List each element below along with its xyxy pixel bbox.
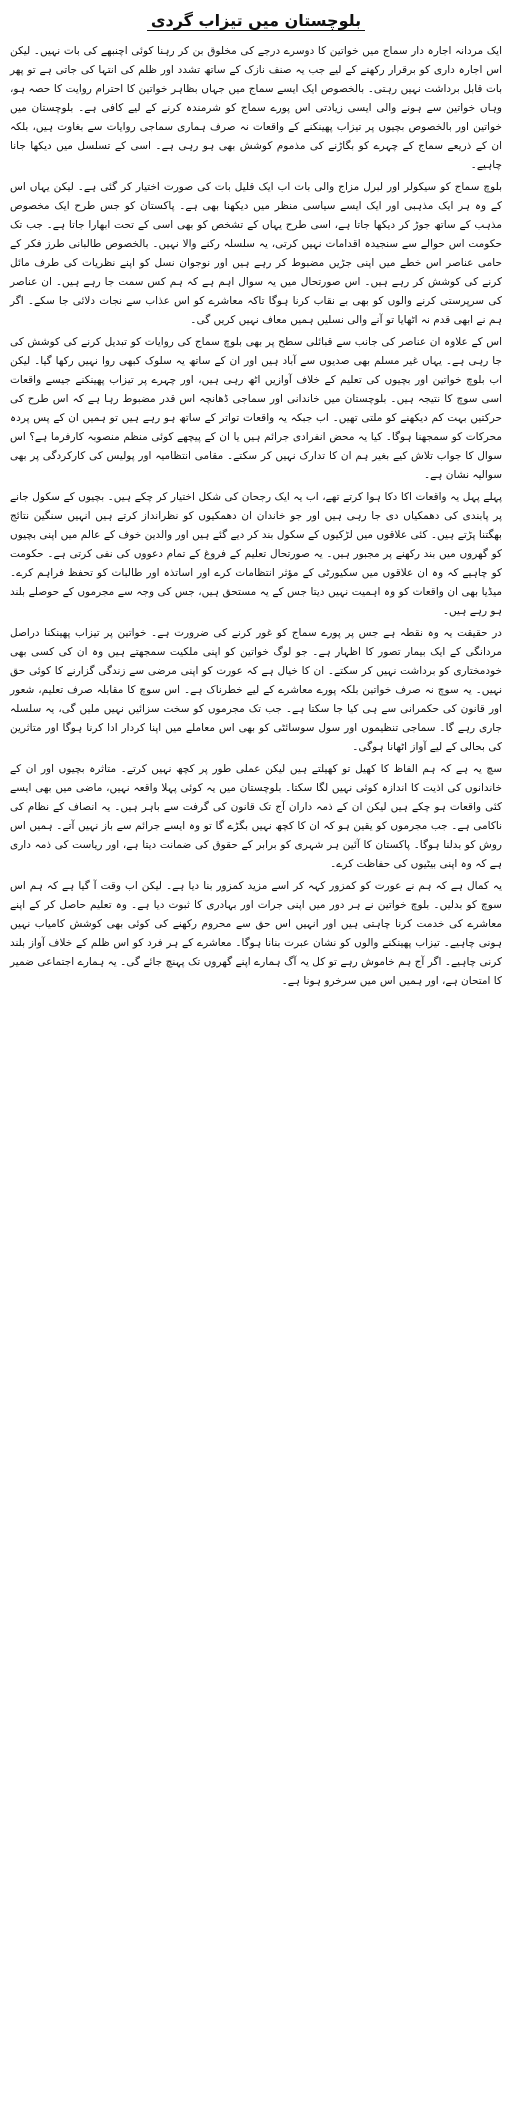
article-paragraph: ایک مردانہ اجارہ دار سماج میں خواتین کا دوسرے درجے کی مخلوق بن کر رہنا کوئی اچنبھے کی بات نہیں۔ لیکن اس اجارہ داری کو برقرار رکھنے کے لیے جب یہ صنف نازک کے ساتھ تشدد اور ظلم کی انتہا کی جاتی ہے تو پھر بات قابل برداشت نہیں رہتی۔ بالخصوص ایک ایسے سماج میں جہاں بظاہر خواتین کا احترام روایت کا حصہ ہو، وہاں خواتین سے ہونے والی ایسی زیادتی اس پورے سماج کو شرمندہ کرنے کے لیے کافی ہے۔ بلوچستان میں خواتین اور بالخصوص بچیوں پر تیزاب پھینکنے کے واقعات نہ صرف ہماری سماجی روایات سے بغاوت ہیں، بلکہ ان کے ذریعے سماج کے چہرے کو بگاڑنے کی مذموم کوشش بھی ہو رہی ہے۔ اسی کے تسلسل میں دیکھا جانا چاہیے۔ xyxy=(10,45,502,171)
article-title-text: بلوچستان میں تیزاب گردی xyxy=(147,11,365,31)
article-body xyxy=(10,42,502,991)
article-paragraph: سچ یہ ہے کہ ہم الفاظ کا کھیل تو کھیلتے ہیں لیکن عملی طور پر کچھ نہیں کرتے۔ متاثرہ بچیوں اور ان کے خاندانوں کی اذیت کا اندازہ کوئی نہیں لگا سکتا۔ بلوچستان میں یہ کوئی پہلا واقعہ نہیں، ماضی میں بھی ایسے کئی واقعات ہو چکے ہیں لیکن ان کے ذمہ داران آج تک قانون کی گرفت سے باہر ہیں۔ یہ انصاف کے نظام کی ناکامی ہے۔ جب مجرموں کو یقین ہو کہ ان کا کچھ نہیں بگڑے گا تو وہ ایسے جرائم سے باز نہیں آتے۔ ہمیں اس روش کو بدلنا ہوگا۔ پاکستان کا آئین ہر شہری کو برابر کے حقوق کی ضمانت دیتا ہے، اور ریاست کی ذمہ داری ہے کہ وہ اپنی بیٹیوں کی حفاظت کرے۔ xyxy=(10,763,502,870)
article-paragraph: پہلے پہل یہ واقعات اکا دکا ہوا کرتے تھے، اب یہ ایک رجحان کی شکل اختیار کر چکے ہیں۔ بچیوں کے سکول جانے پر پابندی کی دھمکیاں دی جا رہی ہیں اور جو خاندان ان دھمکیوں کو نظرانداز کرتے ہیں انہیں سنگین نتائج بھگتنا پڑتے ہیں۔ کئی علاقوں میں لڑکیوں کے سکول بند کر دیے گئے ہیں اور والدین خوف کے عالم میں اپنی بچیوں کو گھروں میں بند رکھنے پر مجبور ہیں۔ یہ صورتحال تعلیم کے فروغ کے تمام دعووں کی نفی کرتی ہے۔ حکومت کو چاہیے کہ وہ ان علاقوں میں سکیورٹی کے مؤثر انتظامات کرے اور اساتذہ اور طالبات کو تحفظ فراہم کرے۔ میڈیا بھی ان واقعات کو وہ اہمیت نہیں دیتا جس کے یہ مستحق ہیں، جس کی وجہ سے مجرموں کے حوصلے بلند ہو رہے ہیں۔ xyxy=(10,491,502,617)
article-paragraph: یہ کمال ہے کہ ہم نے عورت کو کمزور کہہ کر اسے مزید کمزور بنا دیا ہے۔ لیکن اب وقت آ گیا ہے کہ ہم اس سوچ کو بدلیں۔ بلوچ خواتین نے ہر دور میں اپنی جرات اور بہادری کا ثبوت دیا ہے۔ وہ تعلیم حاصل کر کے اپنے معاشرے کی خدمت کرنا چاہتی ہیں اور انہیں اس حق سے محروم رکھنے کی کوئی بھی کوشش کامیاب نہیں ہونی چاہیے۔ تیزاب پھینکنے والوں کو نشان عبرت بنانا ہوگا۔ معاشرے کے ہر فرد کو اس ظلم کے خلاف آواز بلند کرنی چاہیے۔ اگر آج ہم خاموش رہے تو کل یہ آگ ہمارے اپنے گھروں تک پہنچ جائے گی۔ یہ ہمارے اجتماعی ضمیر کا امتحان ہے، اور ہمیں اس میں سرخرو ہونا ہے۔ xyxy=(10,880,502,987)
article-title xyxy=(10,8,502,34)
article-paragraph: اس کے علاوہ ان عناصر کی جانب سے قبائلی سطح پر بھی بلوچ سماج کی روایات کو تبدیل کرنے کی کوشش کی جا رہی ہے۔ یہاں غیر مسلم بھی صدیوں سے آباد ہیں اور ان کے ساتھ یہ سلوک کبھی روا نہیں رکھا گیا۔ لیکن اب بلوچ خواتین اور بچیوں کی تعلیم کے خلاف آوازیں اٹھ رہی ہیں، اور چہرے پر تیزاب پھینکنے جیسے واقعات اسی سوچ کا نتیجہ ہیں۔ بلوچستان میں خاندانی اور سماجی ڈھانچہ اس قدر مضبوط رہا ہے کہ اس طرح کی حرکتیں بہت کم دیکھنے کو ملتی تھیں۔ اب جبکہ یہ واقعات تواتر کے ساتھ ہو رہے ہیں تو ہمیں ان کے پس پردہ محرکات کو سمجھنا ہوگا۔ کیا یہ محض انفرادی جرائم ہیں یا ان کے پیچھے کوئی منظم منصوبہ کارفرما ہے؟ اس سوال کا جواب تلاش کیے بغیر ہم ان کا تدارک نہیں کر سکتے۔ مقامی انتظامیہ اور پولیس کی کارکردگی پر بھی سوالیہ نشان ہے۔ xyxy=(10,336,502,481)
article-paragraph: در حقیقت یہ وہ نقطہ ہے جس پر پورے سماج کو غور کرنے کی ضرورت ہے۔ خواتین پر تیزاب پھینکنا دراصل مردانگی کے ایک بیمار تصور کا اظہار ہے۔ جو لوگ خواتین کو اپنی ملکیت سمجھتے ہیں وہ ان کی کسی بھی خودمختاری کو برداشت نہیں کر سکتے۔ ان کا خیال ہے کہ عورت کو اپنی مرضی سے زندگی گزارنے کا کوئی حق نہیں۔ یہ سوچ نہ صرف خواتین بلکہ پورے معاشرے کے لیے خطرناک ہے۔ اس سوچ کا مقابلہ صرف تعلیم، شعور اور قانون کی حکمرانی سے ہی کیا جا سکتا ہے۔ جب تک مجرموں کو سخت سزائیں نہیں ملیں گی، یہ سلسلہ جاری رہے گا۔ سماجی تنظیموں اور سول سوسائٹی کو بھی اس معاملے میں اپنا کردار ادا کرنا ہوگا اور متاثرین کی بحالی کے لیے آواز اٹھانا ہوگی۔ xyxy=(10,627,502,753)
article-paragraph: بلوچ سماج کو سیکولر اور لبرل مزاج والی بات اب ایک قلیل بات کی صورت اختیار کر گئی ہے۔ لیکن یہاں اس کے وہ ہر ایک مذہبی اور ایک ایسے سیاسی منظر میں دیکھنا بھی ہے۔ پاکستان کو جس طرح ایک مخصوص مذہب کے ساتھ جوڑ کر دیکھا جاتا ہے، اسی طرح یہاں کے تشخص کو بھی اسی کے تحت ابھارا جاتا ہے۔ جب تک حکومت اس حوالے سے سنجیدہ اقدامات نہیں کرتی، یہ سلسلہ رکنے والا نہیں۔ بالخصوص طالبانی طرز فکر کے حامی عناصر اس خطے میں اپنی جڑیں مضبوط کر رہے ہیں اور نوجوان نسل کو اپنے نظریات کی طرف مائل کرنے کی کوشش کر رہے ہیں۔ اس صورتحال میں یہ سوال اہم ہے کہ ہم کس سمت جا رہے ہیں۔ ان عناصر کی سرپرستی کرنے والوں کو بھی بے نقاب کرنا ہوگا تاکہ معاشرے کو اس عذاب سے نجات دلائی جا سکے۔ اگر ہم نے ابھی قدم نہ اٹھایا تو آنے والی نسلیں ہمیں معاف نہیں کریں گی۔ xyxy=(10,181,502,326)
